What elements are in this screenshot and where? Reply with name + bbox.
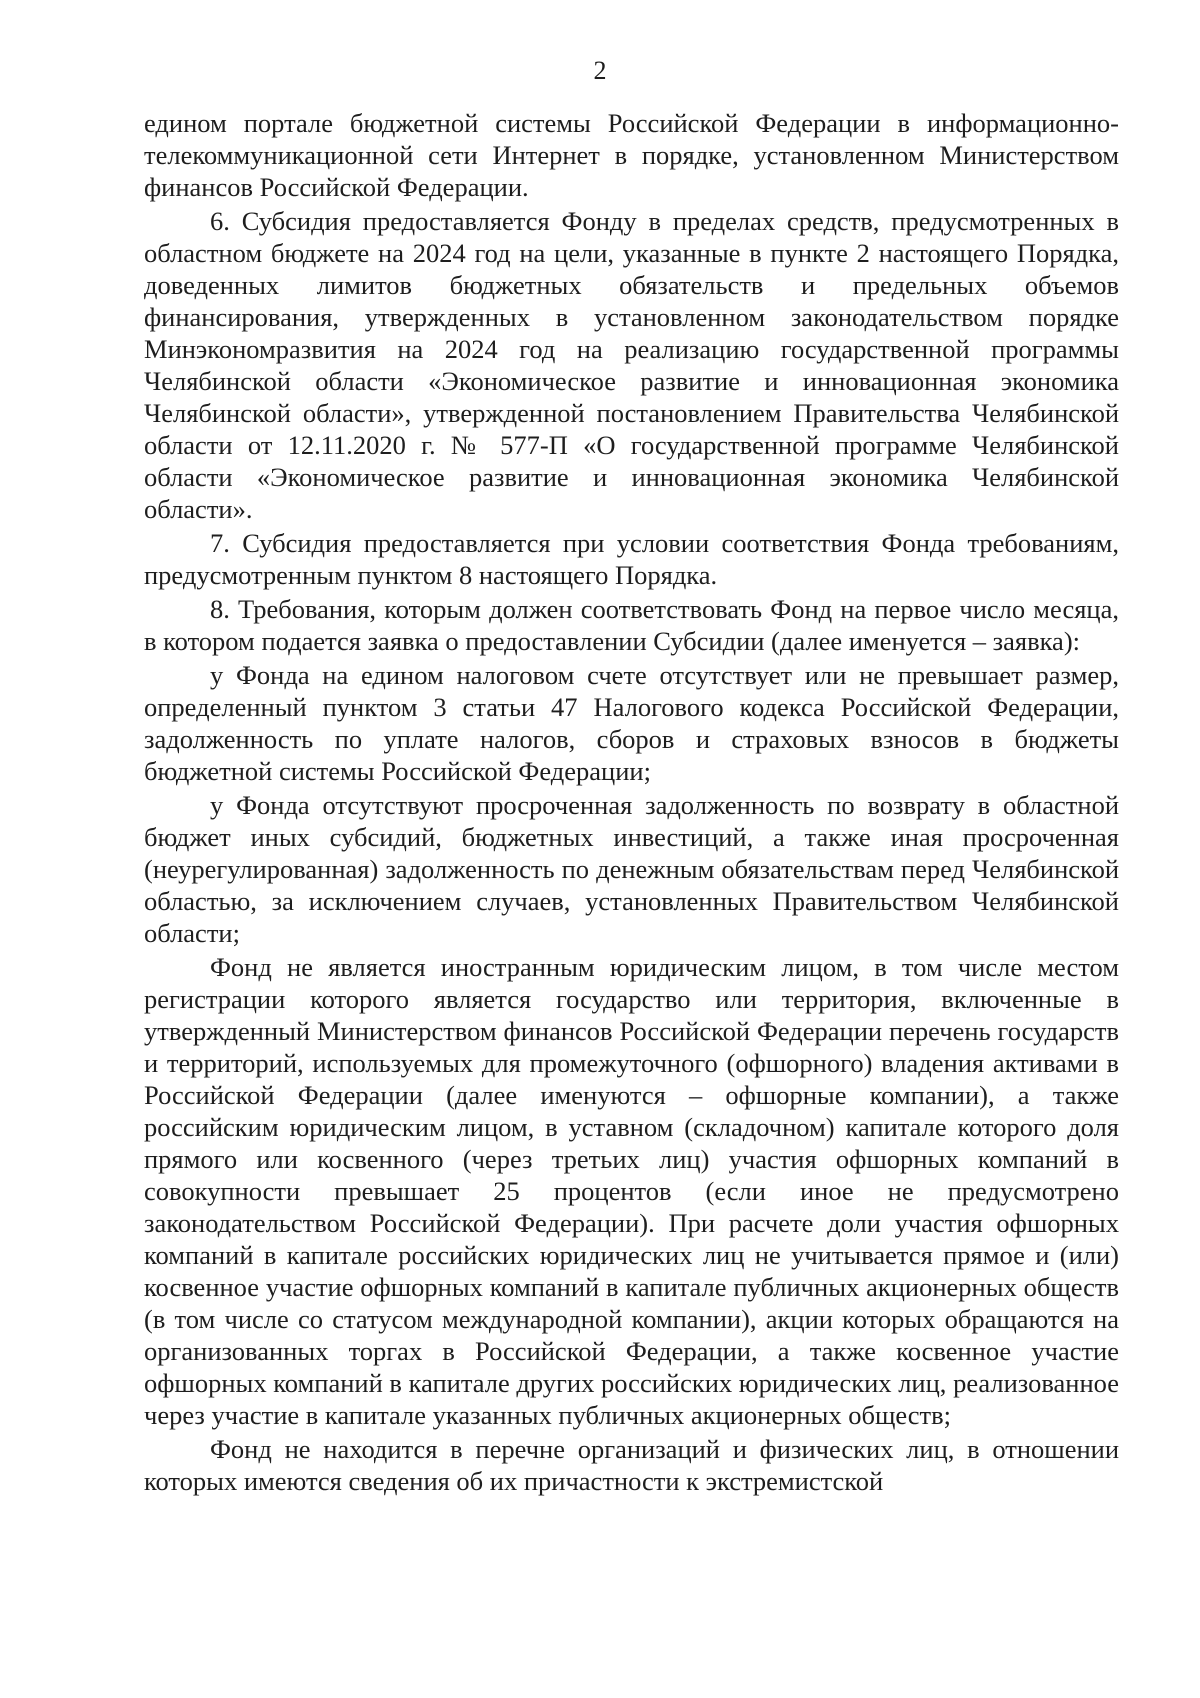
paragraph-offshore: Фонд не является иностранным юридическим лицом, в том числе местом регистрации которого является государство или территория, включенные в утвержденный Министерством финансов Российской Федерации перечень государств и территорий, используемых для промежуточного (офшорного) владения активами в Российской Федерации (далее именуются – офшорные компании), а также российским юридическим лицом, в уставном (складочном) капитале которого доля прямого или косвенного (через третьих лиц) участия офшорных компаний в совокупности превышает 25 процентов (если иное не предусмотрено законодательством Российской Федерации). При расчете доли участия офшорных компаний в капитале российских юридических лиц не учитывается прямое и (или) косвенное участие офшорных компаний в капитале публичных акционерных обществ (в том числе со статусом международной компании), акции которых обращаются на организованных торгах в Российской Федерации, а также косвенное участие офшорных компаний в капитале других российских юридических лиц, реализованное через участие в капитале указанных публичных акционерных обществ; [144,952,1119,1430]
page-number: 2 [593,56,607,85]
paragraph-extremist-list: Фонд не находится в перечне организаций и физических лиц, в отношении которых имеются сведения об их причастности к экстремистской [144,1434,1119,1496]
paragraph-continuation: едином портале бюджетной системы Российской Федерации в информационно-телекоммуникационной сети Интернет в порядке, установленном Министерством финансов Российской Федерации. [144,108,1119,202]
paragraph-item-6: 6. Субсидия предоставляется Фонду в пределах средств, предусмотренных в областном бюджете на 2024 год на цели, указанные в пункте 2 настоящего Порядка, доведенных лимитов бюджетных обязательств и предельных объемов финансирования, утвержденных в установленном законодательством порядке Минэкономразвития на 2024 год на реализацию государственной программы Челябинской области «Экономическое развитие и инновационная экономика Челябинской области», утвержденной постановлением Правительства Челябинской области от 12.11.2020 г. № 577-П «О государственной программе Челябинской области «Экономическое развитие и инновационная экономика Челябинской области». [144,206,1119,524]
paragraph-overdue-debt: у Фонда отсутствуют просроченная задолженность по возврату в областной бюджет иных субсидий, бюджетных инвестиций, а также иная просроченная (неурегулированная) задолженность по денежным обязательствам перед Челябинской областью, за исключением случаев, установленных Правительством Челябинской области; [144,790,1119,948]
paragraph-item-7: 7. Субсидия предоставляется при условии соответствия Фонда требованиям, предусмотренным пунктом 8 настоящего Порядка. [144,528,1119,590]
paragraph-tax-debt: у Фонда на едином налоговом счете отсутствует или не превышает размер, определенный пунктом 3 статьи 47 Налогового кодекса Российской Федерации, задолженность по уплате налогов, сборов и страховых взносов в бюджеты бюджетной системы Российской Федерации; [144,660,1119,786]
paragraph-item-8: 8. Требования, которым должен соответствовать Фонд на первое число месяца, в котором подается заявка о предоставлении Субсидии (далее именуется – заявка): [144,594,1119,656]
document-body [144,107,1119,1499]
